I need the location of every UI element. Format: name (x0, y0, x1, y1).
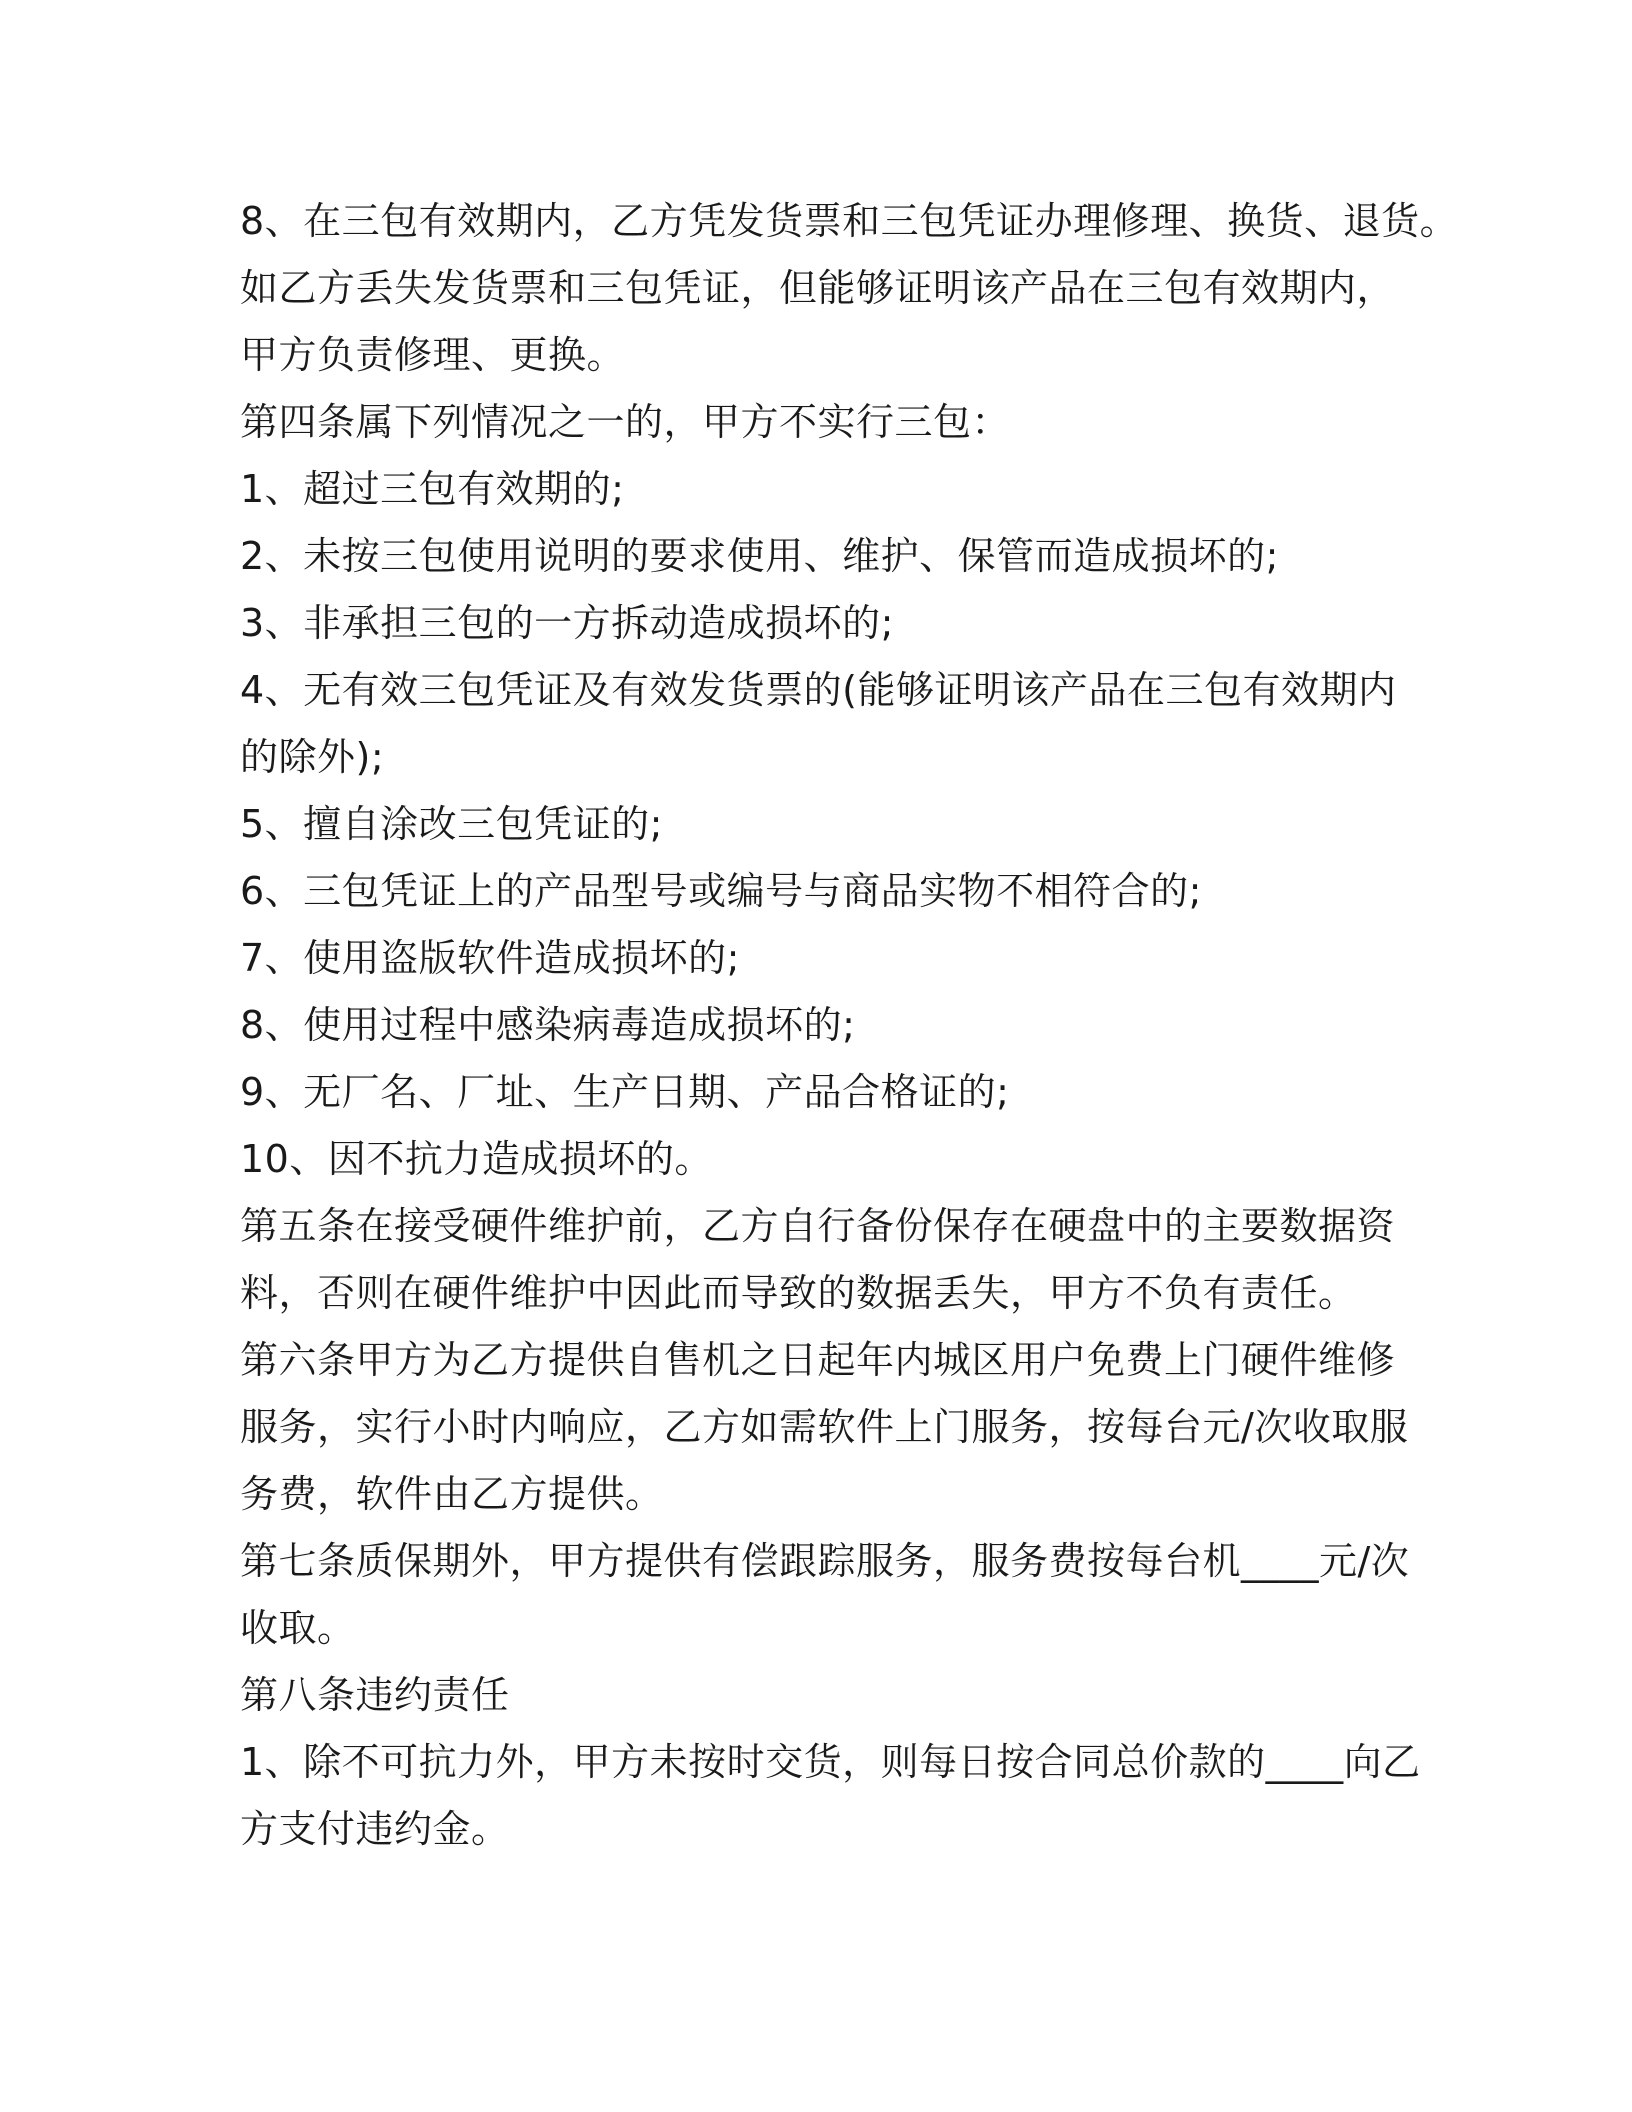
section-heading: 第四条属下列情况之一的，甲方不实行三包： (240, 400, 1011, 444)
section-heading: 第八条违约责任 (240, 1673, 510, 1717)
section-paragraph-continuation: 料，否则在硬件维护中因此而导致的数据丢失，甲方不负有责任。 (240, 1271, 1357, 1315)
section-paragraph: 第七条质保期外，甲方提供有偿跟踪服务，服务费按每台机____元/次 (240, 1539, 1410, 1583)
section-paragraph-continuation: 服务，实行小时内响应，乙方如需软件上门服务，按每台元/次收取服 (240, 1405, 1409, 1449)
list-item: 6、三包凭证上的产品型号或编号与商品实物不相符合的; (240, 869, 1202, 913)
text-line: 如乙方丢失发货票和三包凭证，但能够证明该产品在三包有效期内， (240, 266, 1396, 310)
section-paragraph-continuation: 务费，软件由乙方提供。 (240, 1472, 664, 1516)
list-item: 4、无有效三包凭证及有效发货票的(能够证明该产品在三包有效期内 (240, 668, 1397, 712)
list-item: 5、擅自涂改三包凭证的; (240, 802, 663, 846)
list-item: 2、未按三包使用说明的要求使用、维护、保管而造成损坏的; (240, 534, 1279, 578)
list-item: 7、使用盗版软件造成损坏的; (240, 936, 740, 980)
list-item: 1、除不可抗力外，甲方未按时交货，则每日按合同总价款的____向乙 (240, 1740, 1421, 1784)
list-item: 8、使用过程中感染病毒造成损坏的; (240, 1003, 856, 1047)
text-line: 甲方负责修理、更换。 (240, 333, 626, 377)
list-item: 3、非承担三包的一方拆动造成损坏的; (240, 601, 894, 645)
section-paragraph: 第五条在接受硬件维护前，乙方自行备份保存在硬盘中的主要数据资 (240, 1204, 1396, 1248)
document-body (240, 188, 1459, 1863)
list-item-continuation: 方支付违约金。 (240, 1807, 510, 1851)
list-item: 1、超过三包有效期的; (240, 467, 625, 511)
text-line: 8、在三包有效期内，乙方凭发货票和三包凭证办理修理、换货、退货。 (240, 199, 1459, 243)
list-item: 9、无厂名、厂址、生产日期、产品合格证的; (240, 1070, 1010, 1114)
section-paragraph: 第六条甲方为乙方提供自售机之日起年内城区用户免费上门硬件维修 (240, 1338, 1396, 1382)
list-item-continuation: 的除外); (240, 735, 385, 779)
section-paragraph-continuation: 收取。 (240, 1606, 356, 1650)
list-item: 10、因不抗力造成损坏的。 (240, 1137, 713, 1181)
